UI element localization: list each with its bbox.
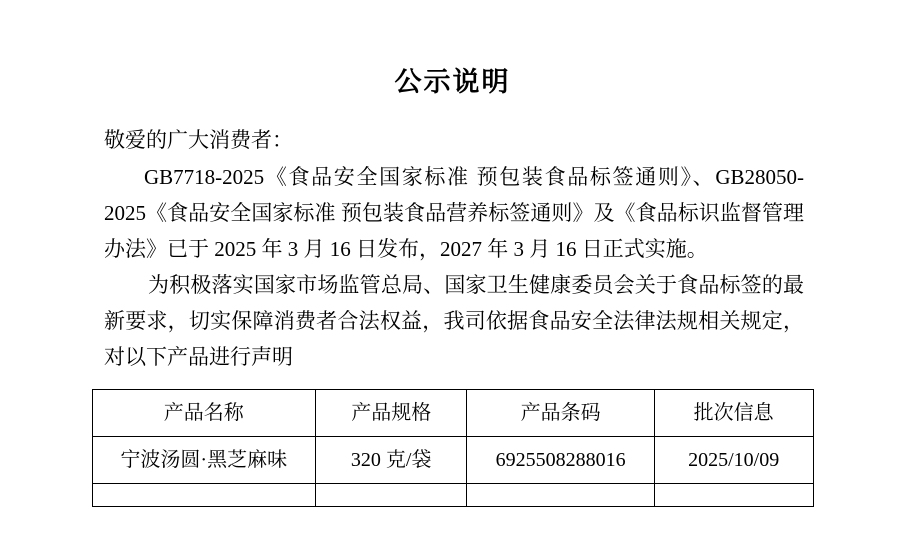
table-cell-empty (316, 484, 467, 507)
document-page (0, 66, 905, 559)
table-header-cell: 产品条码 (467, 390, 654, 437)
table-row (92, 437, 813, 484)
paragraph-declaration: 为积极落实国家市场监管总局、国家卫生健康委员会关于食品标签的最新要求，切实保障消费者合法权益，我司依据食品安全法律法规相关规定，对以下产品进行声明 (104, 272, 804, 370)
page-title: 公示说明 (394, 67, 511, 97)
table-cell-empty (467, 484, 654, 507)
paragraph-standards: GB7718-2025《食品安全国家标准 预包装食品标签通则》、GB28050-2025《食品安全国家标准 预包装食品营养标签通则》及《食品标识监督管理办法》已于 2025 年 3 月 16 日发布，2027 年 3 月 16 日正式实施。 (104, 164, 804, 261)
product-table-wrapper (92, 389, 814, 507)
table-cell-empty (92, 484, 316, 507)
table-cell-barcode: 6925508288016 (467, 437, 654, 484)
table-cell-spec: 320 克/袋 (316, 437, 467, 484)
table-row-partial (92, 484, 813, 507)
table-header-row (92, 390, 813, 437)
table-cell-empty (654, 484, 813, 507)
table-header-cell: 产品规格 (316, 390, 467, 437)
document-body (101, 98, 804, 375)
table-cell-product-name: 宁波汤圆·黑芝麻味 (92, 437, 316, 484)
table-cell-batch: 2025/10/09 (654, 437, 813, 484)
product-table (92, 389, 814, 507)
table-header-cell: 产品名称 (92, 390, 316, 437)
table-header-cell: 批次信息 (654, 390, 813, 437)
paragraph-salutation: 敬爱的广大消费者： (104, 128, 293, 153)
